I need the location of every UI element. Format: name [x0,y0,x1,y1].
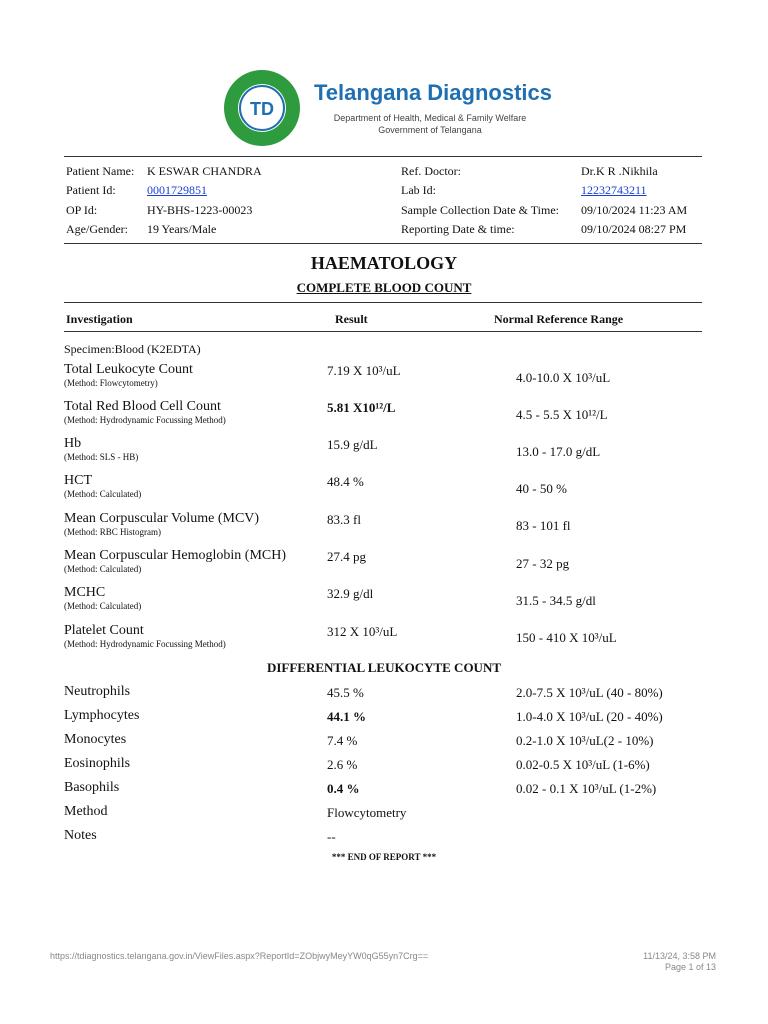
reporting-datetime: 09/10/2024 08:27 PM [581,222,687,236]
test-range: 150 - 410 X 10³/uL [516,630,617,645]
specimen: Specimen:Blood (K2EDTA) [64,342,201,356]
patient-name: K ESWAR CHANDRA [147,164,262,178]
test-method: (Method: Calculated) [64,564,142,574]
test-range: 83 - 101 fl [516,518,571,533]
test-name: MCHC [64,585,106,600]
collection-label: Sample Collection Date & Time: [401,203,559,217]
test-result: 7.19 X 10³/uL [327,363,401,378]
test-row [64,623,226,649]
test-row [64,473,141,499]
ref-doctor: Dr.K R .Nikhila [581,164,658,178]
table-top-rule [64,302,702,303]
diff-name: Eosinophils [64,756,131,771]
dept-line-1: Department of Health, Medical & Family Welfare [333,113,527,123]
test-row [64,548,286,574]
test-method: (Method: Hydrodynamic Focussing Method) [64,639,226,649]
table-header-rule [64,331,702,332]
age-gender-label: Age/Gender: [66,222,128,236]
method-label: Method [64,804,108,819]
test-name: Platelet Count [64,623,144,638]
notes-label: Notes [64,828,97,843]
diff-name: Lymphocytes [64,708,140,723]
test-result-flagged: 5.81 X10¹²/L [327,400,396,415]
op-id-label: OP Id: [66,203,98,217]
patient-divider [64,243,702,244]
test-name: Total Red Blood Cell Count [64,399,221,414]
age-gender: 19 Years/Male [147,222,217,236]
diff-name: Basophils [64,780,120,795]
patient-id-link[interactable]: 0001729851 [147,183,207,197]
diff-range: 0.02 - 0.1 X 10³/uL (1-2%) [516,781,657,796]
col-result: Result [335,312,368,326]
test-name: Total Leukocyte Count [64,362,193,377]
brand-name: Telangana Diagnostics [314,80,552,105]
test-name: Hb [64,436,82,451]
test-result: 27.4 pg [327,549,366,564]
test-result: 312 X 10³/uL [327,624,398,639]
test-row [64,436,138,462]
header-divider [64,156,702,157]
patient-id-label: Patient Id: [66,183,116,197]
test-range: 27 - 32 pg [516,556,570,571]
test-method: (Method: Flowcytometry) [64,378,158,388]
diff-range: 0.02-0.5 X 10³/uL (1-6%) [516,757,650,772]
diff-name: Neutrophils [64,684,131,699]
test-row [64,585,141,611]
panel-title-text: COMPLETE BLOOD COUNT [296,280,472,295]
col-investigation: Investigation [66,312,133,326]
dept-line-2: Government of Telangana [378,125,482,135]
collection-datetime: 09/10/2024 11:23 AM [581,203,688,217]
test-row [64,362,193,388]
test-name: HCT [64,473,92,488]
diff-result-flagged: 0.4 % [327,781,360,796]
test-method: (Method: Hydrodynamic Focussing Method) [64,415,226,425]
diff-result: 7.4 % [327,733,358,748]
test-result: 83.3 fl [327,512,361,527]
page-url: https://tdiagnostics.telangana.gov.in/ViewFiles.aspx?ReportId=ZObjwyMeyYW0qG55yn7Crg== [50,951,429,961]
test-result: 48.4 % [327,474,364,489]
test-name: Mean Corpuscular Hemoglobin (MCH) [64,548,287,563]
reporting-label: Reporting Date & time: [401,222,515,236]
test-range: 4.0-10.0 X 10³/uL [516,370,611,385]
diff-result: 45.5 % [327,685,364,700]
test-name: Mean Corpuscular Volume (MCV) [64,511,260,526]
op-id: HY-BHS-1223-00023 [147,203,253,217]
test-method: (Method: SLS - HB) [64,452,139,462]
test-result: 32.9 g/dl [327,586,374,601]
diff-range: 2.0-7.5 X 10³/uL (40 - 80%) [516,685,663,700]
notes-value: -- [327,829,336,844]
department-title: HAEMATOLOGY [310,253,458,273]
test-result: 15.9 g/dL [327,437,378,452]
test-method: (Method: Calculated) [64,489,142,499]
diff-range: 0.2-1.0 X 10³/uL(2 - 10%) [516,733,654,748]
ref-doctor-label: Ref. Doctor: [401,164,461,178]
page-number: Page 1 of 13 [664,962,716,972]
differential-title: DIFFERENTIAL LEUKOCYTE COUNT [266,660,502,675]
test-method: (Method: RBC Histogram) [64,527,161,537]
panel-title [0,280,768,296]
department-text [330,112,530,136]
diff-result: 2.6 % [327,757,358,772]
patient-name-label: Patient Name: [66,164,135,178]
test-range: 40 - 50 % [516,481,567,496]
test-method: (Method: Calculated) [64,601,142,611]
logo-icon [224,70,300,146]
diff-range: 1.0-4.0 X 10³/uL (20 - 40%) [516,709,663,724]
test-range: 13.0 - 17.0 g/dL [516,444,601,459]
test-row [64,399,226,425]
print-datetime: 11/13/24, 3:58 PM [643,951,716,961]
test-range: 31.5 - 34.5 g/dl [516,593,596,608]
lab-id-label: Lab Id: [401,183,436,197]
col-range: Normal Reference Range [494,312,624,326]
test-row [64,511,259,537]
method-value: Flowcytometry [327,805,407,820]
lab-id-link[interactable]: 12232743211 [581,183,647,197]
logo-mark: TD [250,99,274,119]
diff-name: Monocytes [64,732,127,747]
diff-result-flagged: 44.1 % [327,709,366,724]
end-of-report: *** END OF REPORT *** [331,852,437,862]
test-range: 4.5 - 5.5 X 10¹²/L [516,407,608,422]
